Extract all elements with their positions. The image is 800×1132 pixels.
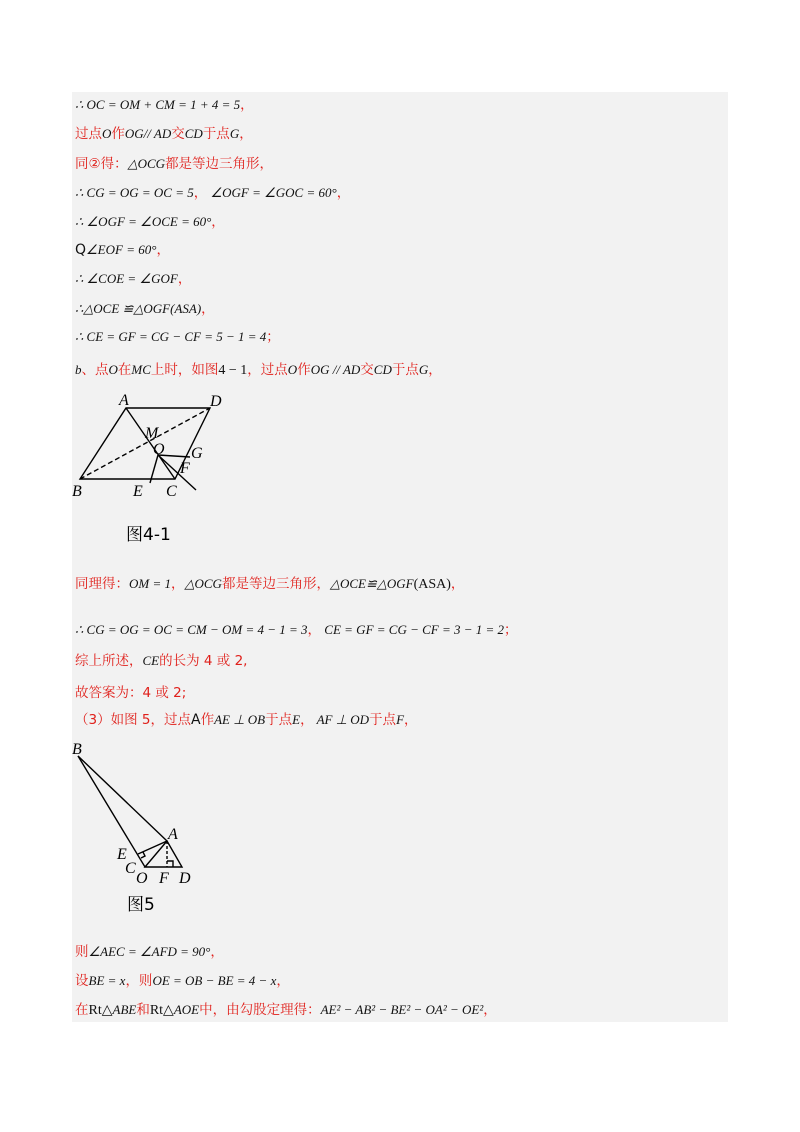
line-segment: ∴ ∠COE = ∠GOF: [75, 271, 178, 286]
line-segment: ，则: [125, 973, 153, 989]
line-segment: 在: [75, 1002, 89, 1018]
fig5-label-D: D: [179, 870, 191, 887]
line-segment: 都是等边三角形，: [221, 576, 330, 592]
line-segment: ，: [239, 126, 253, 142]
line-segment: ，: [210, 944, 224, 960]
line-segment: 作: [297, 362, 311, 378]
line-segment: ，: [428, 362, 442, 378]
solution-line: [75, 300, 215, 318]
solution-line: [75, 96, 254, 114]
solution-line: [75, 943, 224, 961]
figure-4-1: [70, 390, 240, 550]
line-segment: Rt△: [149, 1003, 174, 1018]
line-segment: ，: [276, 973, 290, 989]
line-segment: 设: [75, 973, 89, 989]
line-segment: 都是等边三角形，: [165, 156, 274, 172]
fig4-label-O: O: [153, 441, 165, 458]
line-segment: ，: [177, 271, 192, 287]
line-segment: CD: [373, 362, 392, 377]
line-segment: △OCE≌△OGF: [329, 576, 414, 591]
line-segment: G: [418, 362, 429, 377]
line-segment: 同②得：: [75, 156, 128, 172]
line-segment: ∴ OC = OM + CM = 1 + 4 = 5: [75, 97, 241, 112]
line-segment: ，: [193, 185, 208, 201]
line-segment: O: [102, 126, 112, 141]
line-segment: ABE: [112, 1002, 137, 1017]
line-segment: E: [292, 712, 301, 727]
line-segment: CE: [142, 653, 160, 668]
line-segment: CE = GF = CG − CF = 3 − 1 = 2: [321, 622, 505, 637]
solution-line: [75, 184, 350, 202]
line-segment: OG// AD: [124, 126, 172, 141]
line-segment: ，: [300, 712, 314, 728]
line-segment: Rt△: [88, 1003, 113, 1018]
fig4-label-D: D: [210, 393, 222, 410]
line-segment: 交: [171, 126, 185, 142]
line-segment: ∴ ∠OGF = ∠OCE = 60°: [75, 214, 212, 229]
solution-line: [75, 155, 273, 173]
line-segment: 中，由勾股定理得：: [199, 1002, 321, 1018]
line-segment: △OCG: [184, 576, 222, 591]
line-segment: CD: [184, 126, 203, 141]
fig5-label-O: O: [136, 870, 148, 887]
line-segment: ，: [450, 576, 465, 592]
line-segment: ，: [201, 301, 215, 317]
solution-line: [75, 125, 253, 143]
solution-line: [75, 711, 418, 729]
solution-line: [75, 575, 464, 594]
line-segment: MC: [131, 362, 151, 377]
line-segment: ，过点: [247, 362, 288, 378]
line-segment: ∠OGF = ∠GOC = 60°: [207, 185, 337, 200]
line-segment: Q: [75, 242, 87, 258]
fig5-caption: 图5: [127, 895, 155, 915]
line-segment: ∠EOF = 60°: [86, 242, 157, 257]
line-segment: 4 − 1: [218, 363, 248, 378]
line-segment: ，: [307, 622, 322, 638]
solution-line: [75, 213, 225, 231]
line-segment: 综上所述，: [75, 653, 143, 669]
line-segment: ∴ CG = OG = OC = CM − OM = 4 − 1 = 3: [75, 622, 308, 637]
fig5-label-F: F: [159, 870, 169, 887]
solution-line: [75, 270, 191, 288]
line-segment: ∴ CG = OG = OC = 5: [75, 185, 194, 200]
line-segment: 作: [111, 126, 125, 142]
line-segment: 于点: [391, 362, 419, 378]
line-segment: 同理得：: [75, 576, 129, 592]
line-segment: OM = 1: [129, 576, 171, 591]
line-segment: 于点: [369, 712, 397, 728]
solution-line: [75, 328, 280, 346]
line-segment: 于点: [265, 712, 293, 728]
line-segment: O: [287, 362, 298, 377]
line-segment: 故答案为：4 或 2;: [75, 685, 187, 701]
fig4-label-M: M: [145, 425, 159, 442]
solution-line: [75, 684, 186, 702]
line-segment: ；: [266, 329, 280, 345]
solution-line: [75, 652, 247, 670]
fig5-label-A: A: [168, 826, 178, 843]
line-segment: ∴△OCE ≌△OGF(ASA): [75, 301, 202, 316]
line-segment: 过点: [75, 126, 102, 142]
line-segment: 则: [75, 944, 89, 960]
line-segment: ∠AEC = ∠AFD = 90°: [88, 944, 211, 959]
line-segment: 在: [117, 362, 132, 378]
line-segment: OE = OB − BE = 4 − x: [152, 973, 277, 988]
line-segment: ，: [240, 97, 254, 113]
solution-line: [75, 621, 518, 639]
line-segment: ∴ CE = GF = CG − CF = 5 − 1 = 4: [75, 329, 267, 344]
line-segment: AE² − AB² − BE² − OA² − OE²: [320, 1002, 484, 1017]
line-segment: 、点: [81, 362, 109, 378]
fig4-caption: 图4-1: [126, 525, 171, 545]
fig4-label-E: E: [133, 483, 143, 500]
line-segment: ，: [404, 712, 418, 728]
line-segment: ，: [156, 242, 170, 258]
line-segment: ，: [171, 576, 185, 592]
solution-line: [75, 972, 290, 990]
line-segment: 的长为 4 或 2,: [159, 653, 248, 669]
line-segment: AOE: [173, 1002, 200, 1017]
fig4-label-A: A: [119, 392, 129, 409]
fig4-label-B: B: [72, 483, 82, 500]
fig5-label-C: C: [125, 860, 136, 877]
line-segment: 作: [200, 712, 215, 728]
line-segment: ，: [211, 214, 225, 230]
line-segment: G: [229, 126, 240, 141]
line-segment: ，: [483, 1002, 497, 1018]
figure-5: [70, 738, 210, 918]
line-segment: （3）如图 5，过点: [75, 712, 191, 728]
fig4-label-G: G: [191, 445, 203, 462]
line-segment: BE = x: [88, 973, 126, 988]
line-segment: 上时，如图: [150, 362, 219, 378]
line-segment: 和: [136, 1002, 150, 1018]
solution-line: [75, 1001, 497, 1020]
line-segment: OG // AD: [310, 362, 361, 377]
line-segment: F: [396, 712, 405, 727]
line-segment: AF ⊥ OD: [313, 712, 370, 727]
fig4-label-C: C: [166, 483, 177, 500]
line-segment: A: [190, 712, 201, 728]
line-segment: ；: [504, 622, 518, 638]
fig5-label-B: B: [72, 741, 82, 758]
solution-line: [75, 361, 442, 380]
line-segment: △OCG: [127, 156, 166, 171]
fig4-label-F: F: [180, 460, 190, 477]
solution-line: [75, 241, 170, 259]
fig5-label-E: E: [117, 846, 127, 863]
line-segment: 交: [360, 362, 374, 378]
line-segment: ，: [336, 185, 351, 201]
line-segment: O: [108, 362, 118, 377]
line-segment: b: [75, 362, 82, 377]
line-segment: (ASA): [413, 577, 451, 592]
line-segment: 于点: [202, 126, 230, 142]
line-segment: AE ⊥ OB: [214, 712, 266, 727]
